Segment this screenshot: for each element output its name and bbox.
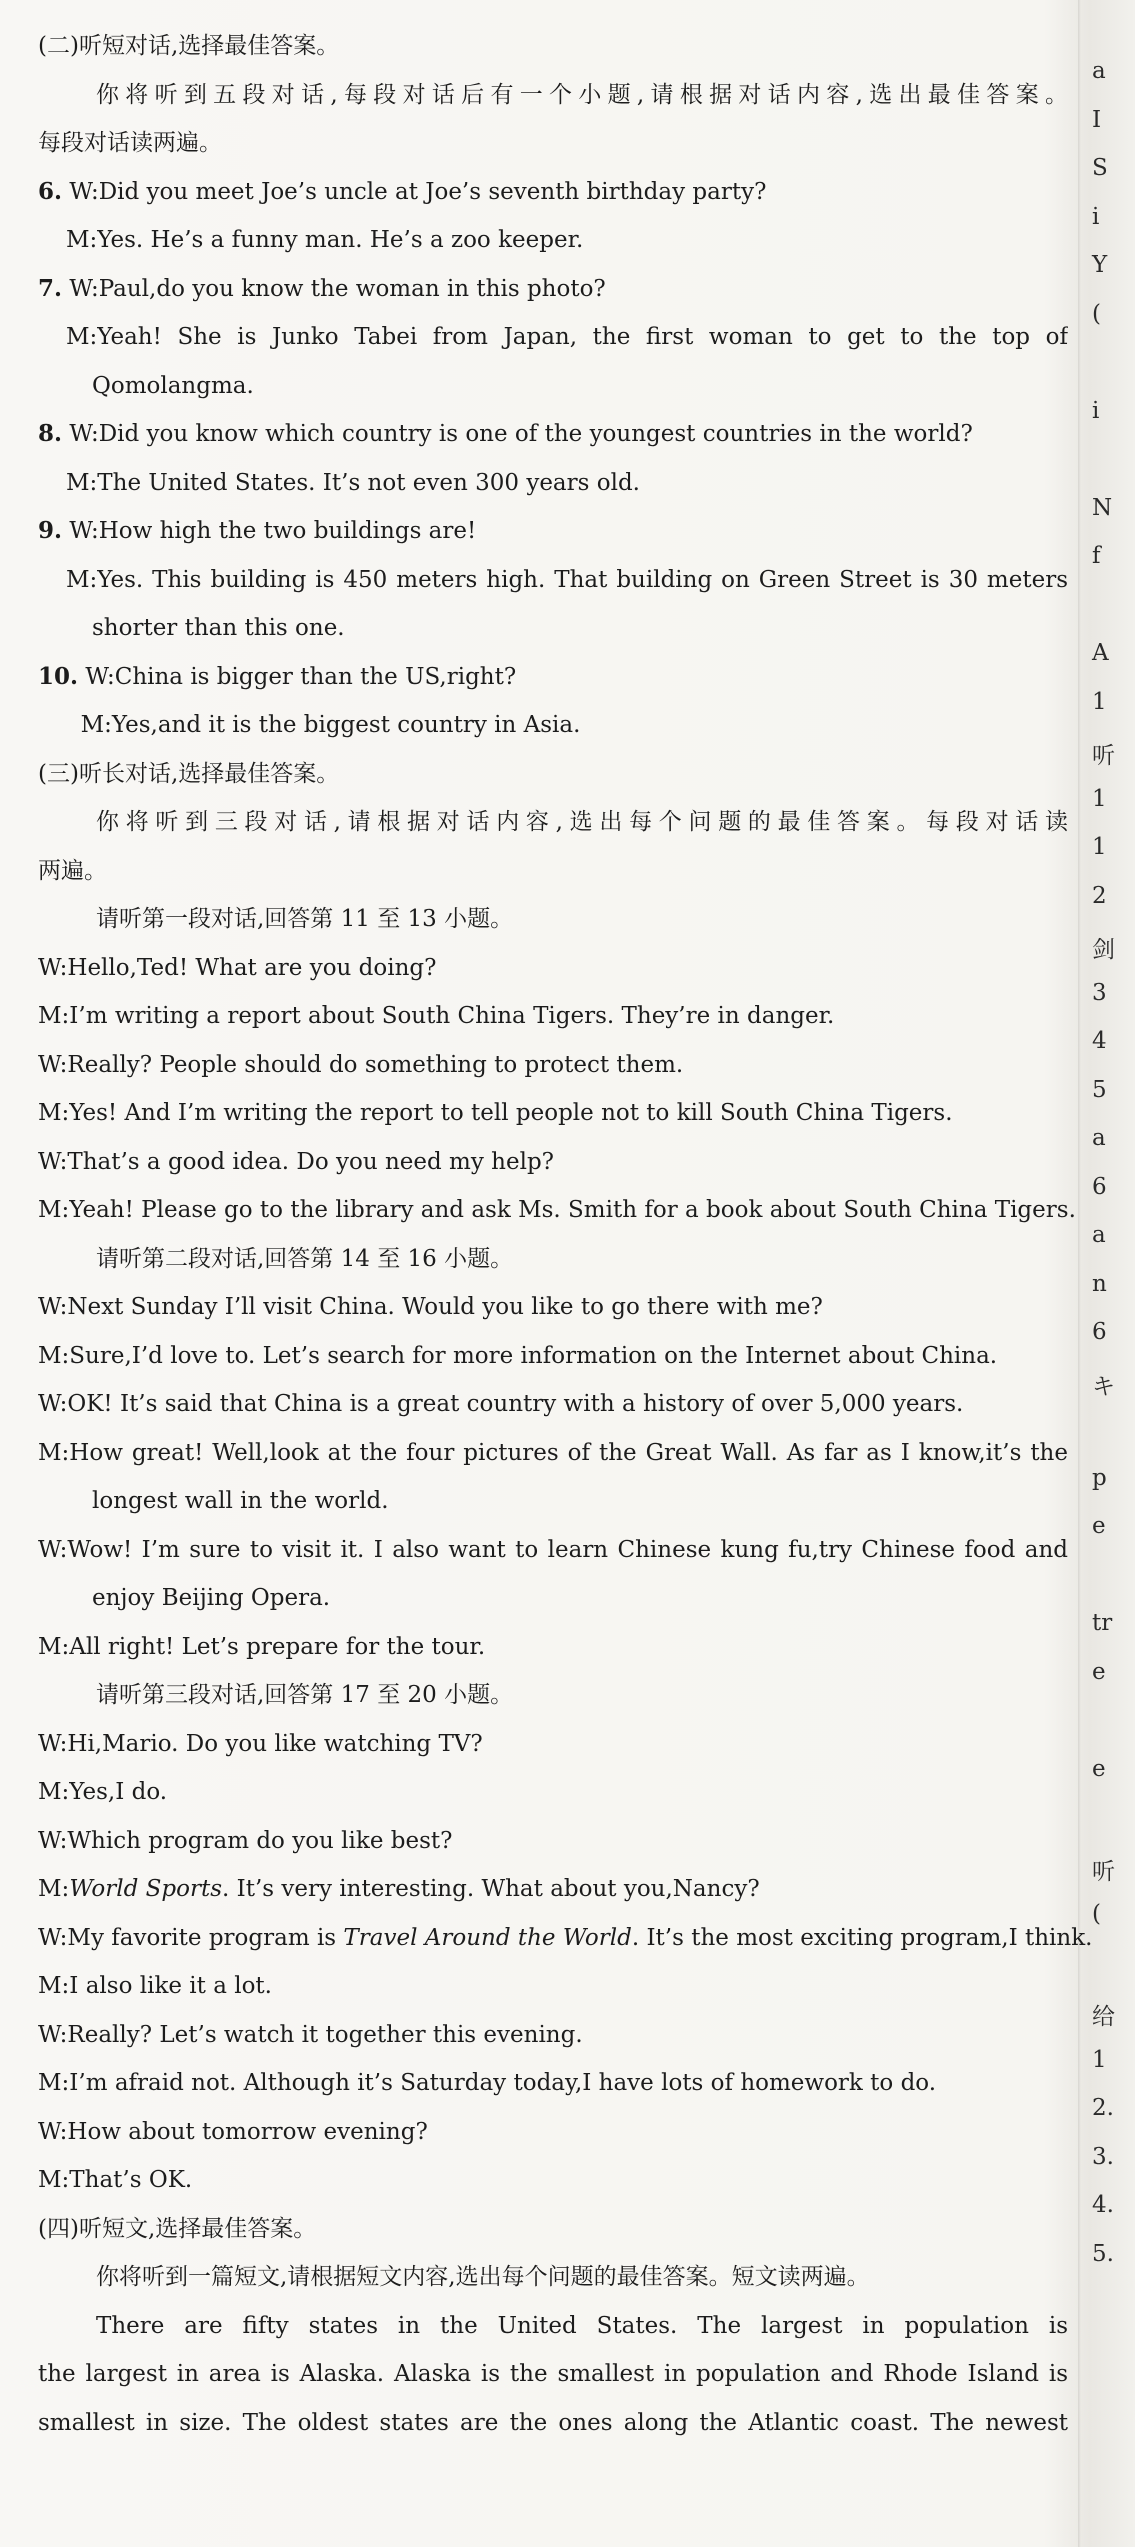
edge-fragment: 5. bbox=[1092, 2240, 1114, 2267]
section-heading bbox=[38, 2205, 1068, 2254]
question-line bbox=[38, 653, 1068, 702]
question-number: 9. bbox=[38, 517, 63, 544]
line-text: M:Yes,and it is the biggest country in Asia. bbox=[66, 712, 581, 738]
line-text: M:That’s OK. bbox=[38, 2167, 193, 2193]
dialogue-text: W:China is bigger than the US,right? bbox=[78, 663, 517, 690]
text-line bbox=[38, 1429, 1068, 1478]
edge-fragment: 给 bbox=[1092, 2004, 1115, 2030]
text-line bbox=[38, 2059, 1068, 2108]
edge-fragment: N bbox=[1092, 494, 1113, 521]
question-line bbox=[38, 410, 1068, 459]
dialogue-text: M: bbox=[38, 1876, 70, 1902]
edge-fragment: Y bbox=[1092, 252, 1108, 278]
line-text: longest wall in the world. bbox=[92, 1488, 389, 1514]
text-line bbox=[38, 1235, 1068, 1284]
line-text: 你将听到五段对话,每段对话后有一个小题,请根据对话内容,选出最佳答案。 bbox=[96, 81, 1068, 108]
edge-fragment: tr bbox=[1092, 1610, 1113, 1636]
edge-fragment: 听 bbox=[1092, 1858, 1115, 1885]
line-text: W:Wow! I’m sure to visit it. I also want to learn Chinese kung fu,try Chinese food and bbox=[38, 1536, 1068, 1563]
edge-fragment: 3 bbox=[1092, 979, 1107, 1006]
edge-fragment: 6 bbox=[1092, 1319, 1107, 1345]
edge-fragment: 6 bbox=[1092, 1173, 1107, 1200]
line-text: W:Hi,Mario. Do you like watching TV? bbox=[38, 1730, 483, 1757]
line-text: M:I also like it a lot. bbox=[38, 1973, 272, 1999]
line-text: W:How about tomorrow evening? bbox=[38, 2118, 428, 2145]
dialogue-text: W:Paul,do you know the woman in this photo? bbox=[62, 275, 606, 302]
line-text: the largest in area is Alaska. Alaska is the smallest in population and Rhode Island is bbox=[38, 2361, 1068, 2387]
listening-script-text bbox=[38, 22, 1093, 2447]
line-text: M:I’m afraid not. Although it’s Saturday today,I have lots of homework to do. bbox=[38, 2070, 937, 2096]
line-text: W:Hello,Ted! What are you doing? bbox=[38, 954, 437, 981]
question-line bbox=[38, 265, 1068, 314]
edge-fragment: e bbox=[1092, 1755, 1106, 1782]
edge-fragment: 5 bbox=[1092, 1076, 1107, 1103]
edge-fragment: n bbox=[1092, 1270, 1107, 1297]
edge-fragment: 1 bbox=[1092, 688, 1107, 715]
dialogue-text: W:Did you know which country is one of the youngest countries in the world? bbox=[62, 421, 973, 447]
edge-fragment: S bbox=[1092, 155, 1108, 181]
edge-fragment: a bbox=[1092, 1125, 1106, 1151]
line-text: 请听第一段对话,回答第 11 至 13 小题。 bbox=[96, 906, 514, 932]
section-heading-text: (二)听短对话,选择最佳答案。 bbox=[38, 33, 340, 59]
edge-fragment: 2. bbox=[1092, 2095, 1114, 2121]
edge-fragment: 4 bbox=[1092, 1028, 1107, 1054]
dialogue-line bbox=[38, 1865, 1068, 1914]
line-text: smallest in size. The oldest states are the ones along the Atlantic coast. The newest bbox=[38, 2409, 1068, 2436]
dialogue-text: W:My favorite program is bbox=[38, 1924, 344, 1951]
text-line bbox=[38, 119, 1068, 168]
text-line bbox=[38, 895, 1068, 944]
line-text: W:Next Sunday I’ll visit China. Would you like to go there with me? bbox=[38, 1294, 823, 1320]
line-text: W:Really? Let’s watch it together this evening. bbox=[38, 2021, 583, 2048]
text-line bbox=[38, 1041, 1068, 1090]
edge-fragment: 1 bbox=[1092, 834, 1107, 860]
text-line bbox=[38, 701, 1068, 750]
question-number: 7. bbox=[38, 274, 63, 302]
section-heading-text: (四)听短文,选择最佳答案。 bbox=[38, 2215, 317, 2242]
edge-fragment: キ bbox=[1092, 1373, 1115, 1400]
dialogue-text: . It’s very interesting. What about you,Nancy? bbox=[222, 1876, 760, 1902]
text-line bbox=[38, 2350, 1068, 2399]
text-line bbox=[38, 1380, 1068, 1429]
text-line bbox=[38, 1720, 1068, 1769]
line-text: M:Yes! And I’m writing the report to tell people not to kill South China Tigers. bbox=[38, 1100, 953, 1126]
text-line bbox=[38, 2011, 1068, 2060]
edge-fragment: e bbox=[1092, 1658, 1106, 1685]
edge-fragment: 听 bbox=[1092, 743, 1115, 769]
line-text: M:How great! Well,look at the four pictures of the Great Wall. As far as I know,it’s the bbox=[38, 1439, 1068, 1466]
line-text: There are fifty states in the United States. The largest in population is bbox=[96, 2312, 1068, 2339]
program-title: World Sports bbox=[69, 1876, 222, 1902]
question-number: 10. bbox=[38, 662, 79, 690]
text-line bbox=[38, 362, 1068, 411]
line-text: 两遍。 bbox=[38, 857, 107, 884]
line-text: M:Yeah! She is Junko Tabei from Japan, the first woman to get to the top of bbox=[66, 324, 1068, 350]
section-heading bbox=[38, 750, 1068, 799]
edge-fragment: a bbox=[1092, 1222, 1106, 1248]
edge-fragment: I bbox=[1092, 106, 1102, 133]
dialogue-text: . It’s the most exciting program,I think. bbox=[631, 1924, 1093, 1951]
edge-fragment: i bbox=[1092, 203, 1100, 230]
line-text: M:Yes. This building is 450 meters high. That building on Green Street is 30 meters bbox=[66, 566, 1068, 593]
text-line bbox=[38, 2108, 1068, 2157]
edge-fragment: 1 bbox=[1092, 785, 1107, 812]
text-line bbox=[38, 1962, 1068, 2011]
section-heading-text: (三)听长对话,选择最佳答案。 bbox=[38, 760, 340, 787]
question-number: 6. bbox=[38, 177, 63, 205]
dialogue-text: W:Did you meet Joe’s uncle at Joe’s seventh birthday party? bbox=[62, 178, 767, 205]
line-text: 每段对话读两遍。 bbox=[38, 130, 222, 156]
edge-fragment: e bbox=[1092, 1513, 1106, 1539]
line-text: 请听第三段对话,回答第 17 至 20 小题。 bbox=[96, 1682, 514, 1708]
text-line bbox=[38, 847, 1068, 896]
text-line bbox=[38, 313, 1068, 362]
line-text: enjoy Beijing Opera. bbox=[92, 1585, 331, 1611]
adjacent-page-edge bbox=[1088, 0, 1135, 2547]
text-line bbox=[38, 2302, 1068, 2351]
text-line bbox=[38, 2253, 1068, 2302]
page-gutter bbox=[1078, 0, 1081, 2547]
text-line bbox=[38, 1332, 1068, 1381]
text-line bbox=[38, 944, 1068, 993]
line-text: M:Yeah! Please go to the library and ask Ms. Smith for a book about South China Tigers. bbox=[38, 1197, 1076, 1223]
text-line bbox=[38, 1574, 1068, 1623]
text-line bbox=[38, 2399, 1068, 2448]
text-line bbox=[38, 992, 1068, 1041]
line-text: 你将听到一篇短文,请根据短文内容,选出每个问题的最佳答案。短文读两遍。 bbox=[96, 2264, 870, 2290]
text-line bbox=[38, 71, 1068, 120]
question-number: 8. bbox=[38, 420, 63, 447]
line-text: shorter than this one. bbox=[92, 615, 345, 641]
text-line bbox=[38, 556, 1068, 605]
program-title: Travel Around the World bbox=[343, 1924, 632, 1951]
text-line bbox=[38, 1526, 1068, 1575]
text-line bbox=[38, 1138, 1068, 1187]
dialogue-text: W:How high the two buildings are! bbox=[62, 518, 477, 544]
line-text: M:The United States. It’s not even 300 years old. bbox=[66, 469, 640, 496]
edge-fragment: f bbox=[1092, 543, 1101, 569]
text-line bbox=[38, 1768, 1068, 1817]
text-line bbox=[38, 1623, 1068, 1672]
line-text: M:Sure,I’d love to. Let’s search for more information on the Internet about China. bbox=[38, 1342, 998, 1369]
edge-fragment: 1 bbox=[1092, 2046, 1107, 2073]
line-text: M:I’m writing a report about South China Tigers. They’re in danger. bbox=[38, 1003, 835, 1029]
line-text: M:Yes,I do. bbox=[38, 1779, 168, 1805]
text-line bbox=[38, 1186, 1076, 1235]
text-line bbox=[38, 1817, 1068, 1866]
line-text: Qomolangma. bbox=[92, 372, 254, 399]
text-line bbox=[38, 1089, 1068, 1138]
line-text: 请听第二段对话,回答第 14 至 16 小题。 bbox=[96, 1245, 514, 1272]
line-text: W:Which program do you like best? bbox=[38, 1827, 453, 1854]
text-line bbox=[38, 1671, 1068, 1720]
text-line bbox=[38, 1283, 1068, 1332]
text-line bbox=[38, 216, 1068, 265]
text-line bbox=[38, 1477, 1068, 1526]
text-line bbox=[38, 459, 1068, 508]
section-heading bbox=[38, 22, 1068, 71]
text-line bbox=[38, 2156, 1068, 2205]
edge-fragment: i bbox=[1092, 397, 1100, 424]
edge-fragment: 剑 bbox=[1092, 937, 1115, 963]
text-line bbox=[38, 604, 1068, 653]
edge-fragment: A bbox=[1092, 640, 1109, 666]
line-text: W:Really? People should do something to protect them. bbox=[38, 1051, 684, 1078]
edge-fragment: 2 bbox=[1092, 882, 1107, 909]
edge-fragment: a bbox=[1092, 58, 1106, 84]
text-line bbox=[38, 798, 1068, 847]
edge-fragment: ( bbox=[1092, 300, 1101, 327]
line-text: M:Yes. He’s a funny man. He’s a zoo keeper. bbox=[66, 227, 584, 253]
question-line bbox=[38, 507, 1068, 556]
dialogue-line bbox=[38, 1914, 1093, 1963]
line-text: 你将听到三段对话,请根据对话内容,选出每个问题的最佳答案。每段对话读 bbox=[96, 809, 1068, 835]
edge-fragment: 4. bbox=[1092, 2192, 1114, 2218]
line-text: W:OK! It’s said that China is a great country with a history of over 5,000 years. bbox=[38, 1391, 964, 1417]
question-line bbox=[38, 168, 1068, 217]
edge-fragment: ( bbox=[1092, 1901, 1101, 1927]
line-text: M:All right! Let’s prepare for the tour. bbox=[38, 1633, 486, 1660]
edge-fragment: p bbox=[1092, 1464, 1107, 1491]
edge-fragment: 3. bbox=[1092, 2143, 1114, 2170]
line-text: W:That’s a good idea. Do you need my help? bbox=[38, 1148, 555, 1175]
